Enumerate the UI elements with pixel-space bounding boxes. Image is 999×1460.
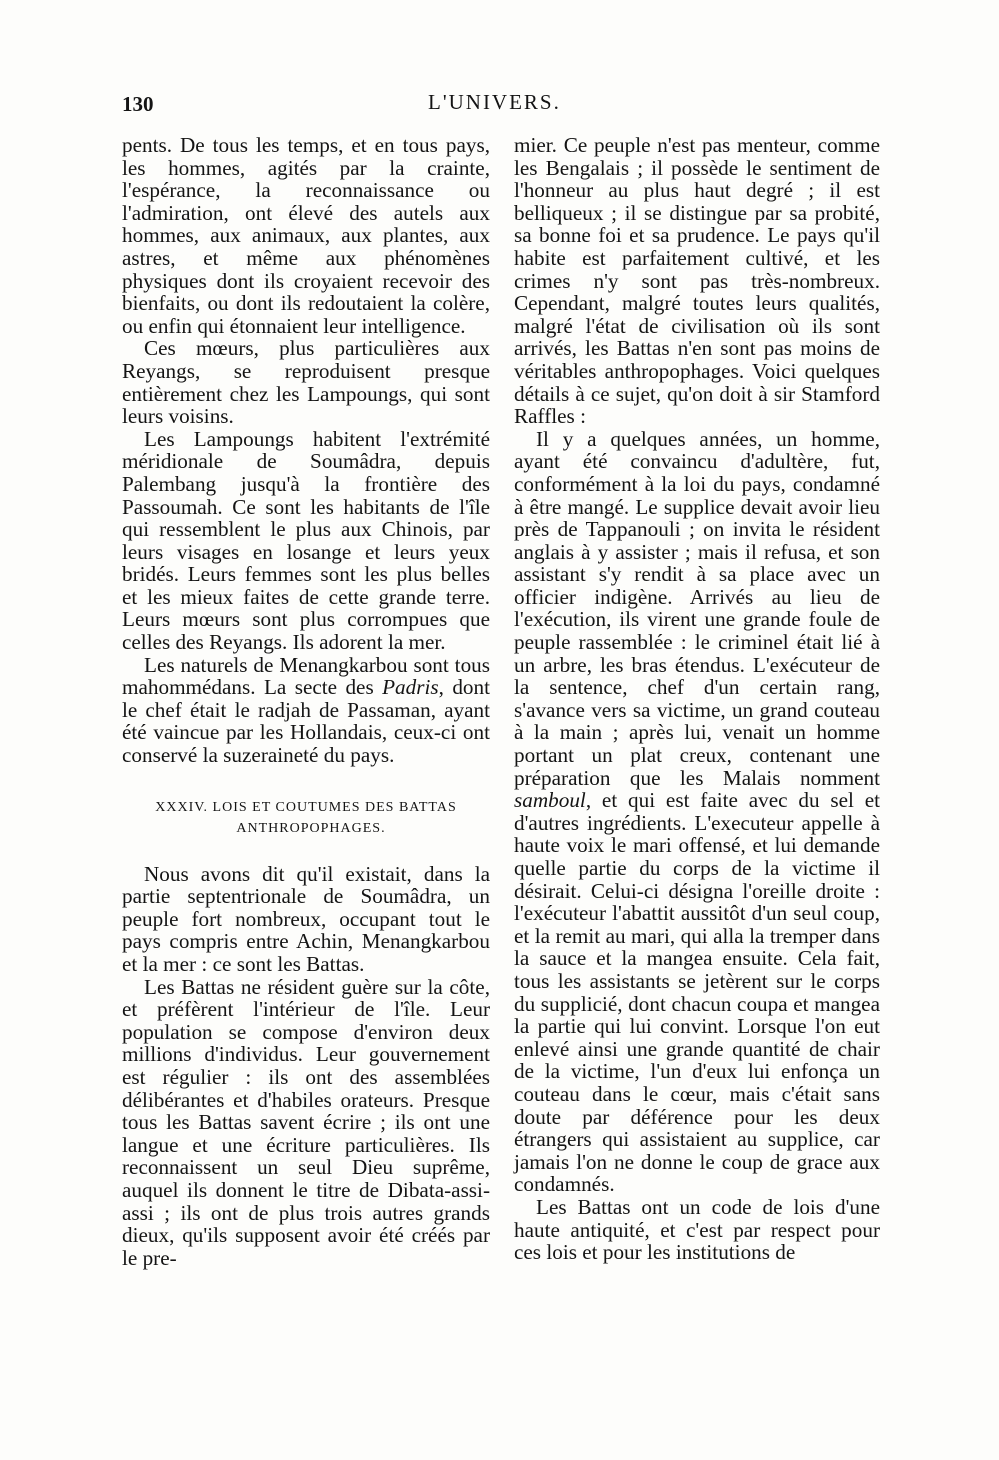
text-run: , et qui est faite avec du sel et d'autres ingrédients. L'executeur appelle à haute voix le mari offensé, et lui demande quelle partie du corps de la victime il désirait. Celui-ci désigna l'oreille droite : l'exécuteur l'abattit aussitôt d'un seul coup, et la remit au mari, qui alla la tremper dans la sauce et la mangea ensuite. Cela fait, tous les assistants se jetèrent sur le corps du supplicié, dont chacun coupa et mangea la partie qui lui convint. Lorsque l'on eut enlevé ainsi une grande quantité de chair de la victime, l'un d'eux lui enfonça un couteau dans le cœur, mais c'était sans doute par déférence pour les deux étrangers qui assistaient au supplice, car jamais l'on ne donne le coup de grace aux condamnés. bbox=[514, 788, 880, 1197]
left-column bbox=[122, 134, 490, 1269]
running-title: L'UNIVERS. bbox=[428, 90, 561, 114]
text-run: Les naturels de Menangkarbou sont tous mahommédans. La secte des bbox=[122, 652, 490, 700]
paragraph: Les Battas ont un code de lois d'une haute antiquité, et c'est par respect pour ces lois et pour les institutions de bbox=[514, 1194, 880, 1265]
paragraph: Les Lampoungs habitent l'extrémité méridionale de Soumâdra, depuis Palembang jusqu'à la frontière des Passoumah. Ce sont les habitants de l'île qui ressemblent le plus aux Chinois, par leurs visages en losange et leurs yeux bridés. Leurs femmes sont les plus belles et les mieux faites de cette grande terre. Leurs mœurs sont plus corrompues que celles des Reyangs. Ils adorent la mer. bbox=[122, 426, 490, 655]
page-number: 130 bbox=[122, 92, 154, 116]
paragraph: pents. De tous les temps, et en tous pays, les hommes, agités par la crainte, l'espérance, la reconnaissance ou l'admiration, ont élevé des autels aux hommes, aux animaux, aux plantes, aux astres, et même aux phénomènes physiques dont ils croyaient recevoir des bienfaits, ou dont ils redoutaient la colère, ou enfin qui étonnaient leur intelligence. bbox=[122, 133, 490, 338]
italic-term: Padris bbox=[382, 675, 439, 700]
paragraph: Ces mœurs, plus particulières aux Reyangs, se reproduisent presque entièrement chez les Lampoungs, qui sont leurs voisins. bbox=[122, 336, 490, 429]
paragraph: mier. Ce peuple n'est pas menteur, comme les Bengalais ; il possède le sentiment de l'honneur au plus haut degré ; il est belliqueux ; il se distingue par sa probité, sa bonne foi et sa prudence. Le pays qu'il habite est parfaitement cultivé, et les crimes n'y sont pas très-nombreux. Cependant, malgré toutes leurs qualités, malgré l'état de civilisation où ils sont arrivés, les Battas n'en sont pas moins de véritables anthropophages. Voici quelques détails à ce sujet, qu'on doit à sir Stamford Raffles : bbox=[514, 133, 880, 429]
paragraph bbox=[122, 654, 490, 767]
paragraph: Nous avons dit qu'il existait, dans la partie septentrionale de Soumâdra, un peuple fort nombreux, occupant tout le pays compris entre Achin, Menangkarbou et la mer : ce sont les Battas. bbox=[122, 861, 490, 976]
section-heading bbox=[122, 797, 490, 839]
italic-term: samboul bbox=[514, 788, 586, 813]
section-heading-line: ANTHROPOPHAGES. bbox=[236, 820, 386, 836]
paragraph: Les Battas ne résident guère sur la côte, et préfèrent l'intérieur de l'île. Leur population se compose d'environ deux millions d'individus. Leur gouvernement est régulier : ils ont des assemblées délibérantes et d'habiles orateurs. Presque tous les Battas savent écrire ; ils ont une langue et une écriture particulières. Ils reconnaissent un seul Dieu suprême, auquel ils donnent le titre de Dibata-assi-assi ; ils ont de plus trois autres grands dieux, qu'ils supposent avoir été créés par le pre- bbox=[122, 974, 490, 1270]
paragraph bbox=[514, 428, 880, 1196]
text-run: , dont le chef était le radjah de Passaman, ayant été vaincue par les Hollandais, ceux-ci ont conservé la suzeraineté du pays. bbox=[122, 675, 490, 768]
right-column bbox=[514, 134, 880, 1264]
section-heading-line: XXXIV. LOIS ET COUTUMES DES BATTAS bbox=[155, 799, 457, 815]
text-run: Il y a quelques années, un homme, ayant été convaincu d'adultère, fut, conformément à la loi du pays, condamné à être mangé. Le supplice devait avoir lieu près de Tappanouli ; on invita le résident anglais à y assister ; mais il refusa, et son assistant s'y rendit à sa place avec un officier indigène. Arrivés au lieu de l'exécution, ils virent une grande foule de peuple rassemblée : le criminel était lié à un arbre, les bras étendus. L'exécuteur de la sentence, chef d'un certain rang, s'avance vers sa victime, un grand couteau à la main ; après lui, venait un homme portant un plat creux, contenant une préparation que les Malais nomment bbox=[514, 426, 880, 790]
